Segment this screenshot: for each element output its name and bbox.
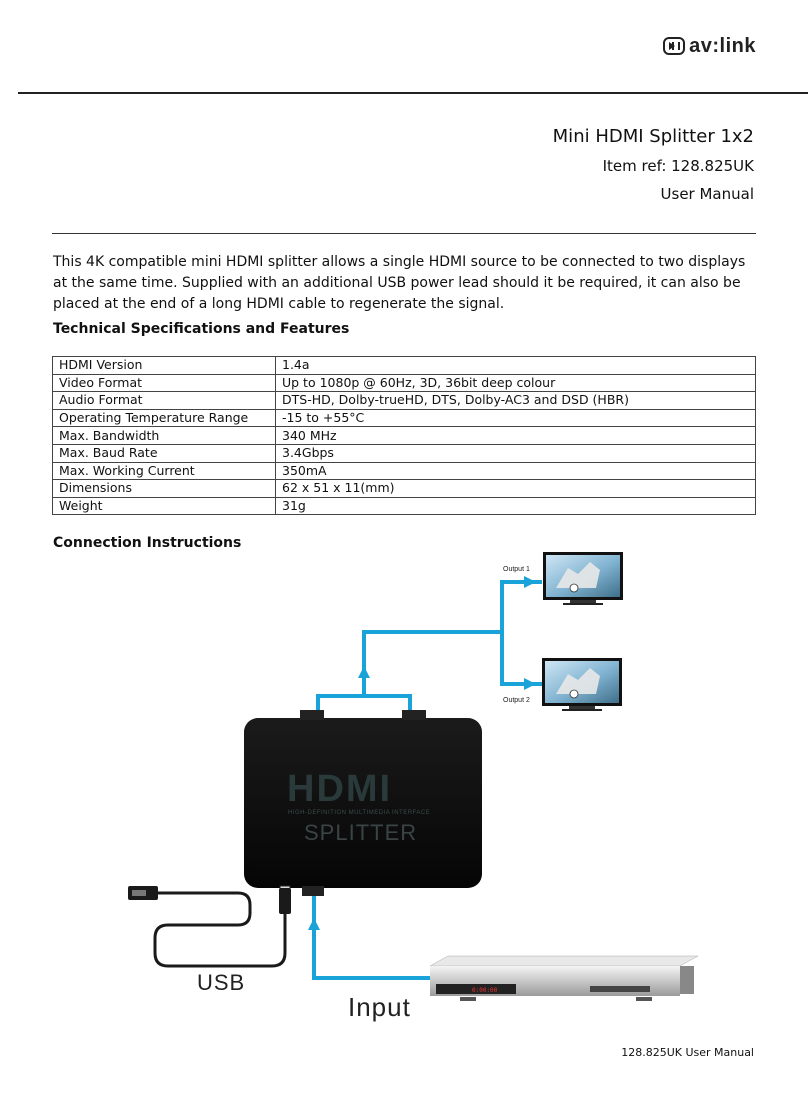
spec-row <box>53 427 756 445</box>
output-1-label: Output 1 <box>503 566 530 573</box>
tv-output-1 <box>543 552 623 605</box>
spec-value: 31g <box>276 497 756 515</box>
item-ref: Item ref: 128.825UK <box>602 157 754 175</box>
spec-row <box>53 392 756 410</box>
spec-label: Weight <box>53 497 276 515</box>
header-divider <box>18 92 808 94</box>
section-divider <box>52 233 756 234</box>
spec-row <box>53 444 756 462</box>
spec-value: 3.4Gbps <box>276 444 756 462</box>
title-block <box>553 122 754 208</box>
usb-cable <box>155 893 285 966</box>
play-pause-icon <box>663 37 685 55</box>
usb-plug-icon <box>128 886 158 900</box>
specs-table <box>52 356 756 515</box>
footer-text: 128.825UK User Manual <box>621 1046 754 1059</box>
intro-paragraph: This 4K compatible mini HDMI splitter allows a single HDMI source to be connected to two displays at the same time. Supplied with an additional USB power lead should it be required, it can also be placed at the end of a long HDMI cable to regenerate the signal. <box>53 254 746 312</box>
spec-row <box>53 497 756 515</box>
spec-row <box>53 462 756 480</box>
spec-row <box>53 409 756 427</box>
spec-value: 62 x 51 x 11(mm) <box>276 480 756 498</box>
dvd-player <box>430 956 698 1001</box>
logo-text: av:link <box>689 34 756 57</box>
usb-label: USB <box>197 970 246 995</box>
micro-usb-plug-icon <box>279 888 291 914</box>
avlink-logo <box>663 34 756 58</box>
spec-row <box>53 480 756 498</box>
spec-label: Max. Baud Rate <box>53 444 276 462</box>
output-2-label: Output 2 <box>503 697 530 704</box>
player-display: 0:00:00 <box>472 987 498 994</box>
doc-type: User Manual <box>660 185 754 203</box>
spec-label: Audio Format <box>53 392 276 410</box>
spec-value: 350mA <box>276 462 756 480</box>
spec-label: Dimensions <box>53 480 276 498</box>
spec-value: DTS-HD, Dolby-trueHD, DTS, Dolby-AC3 and DSD (HBR) <box>276 392 756 410</box>
spec-row <box>53 357 756 375</box>
spec-label: Max. Working Current <box>53 462 276 480</box>
spec-row <box>53 374 756 392</box>
device-name: SPLITTER <box>304 820 418 845</box>
spec-value: Up to 1080p @ 60Hz, 3D, 36bit deep colour <box>276 374 756 392</box>
connection-heading: Connection Instructions <box>53 535 242 551</box>
spec-value: 340 MHz <box>276 427 756 445</box>
specs-heading: Technical Specifications and Features <box>53 321 350 337</box>
device-logo-sub: HIGH-DEFINITION MULTIMEDIA INTERFACE <box>288 810 431 816</box>
spec-value: 1.4a <box>276 357 756 375</box>
spec-label: Max. Bandwidth <box>53 427 276 445</box>
page-title: Mini HDMI Splitter 1x2 <box>552 126 754 147</box>
spec-label: Video Format <box>53 374 276 392</box>
device-logo: HDMI <box>287 768 393 810</box>
spec-value: -15 to +55°C <box>276 409 756 427</box>
input-label: Input <box>348 992 411 1022</box>
connection-diagram <box>0 548 808 1038</box>
tv-output-2 <box>542 658 622 711</box>
spec-label: HDMI Version <box>53 357 276 375</box>
spec-label: Operating Temperature Range <box>53 409 276 427</box>
